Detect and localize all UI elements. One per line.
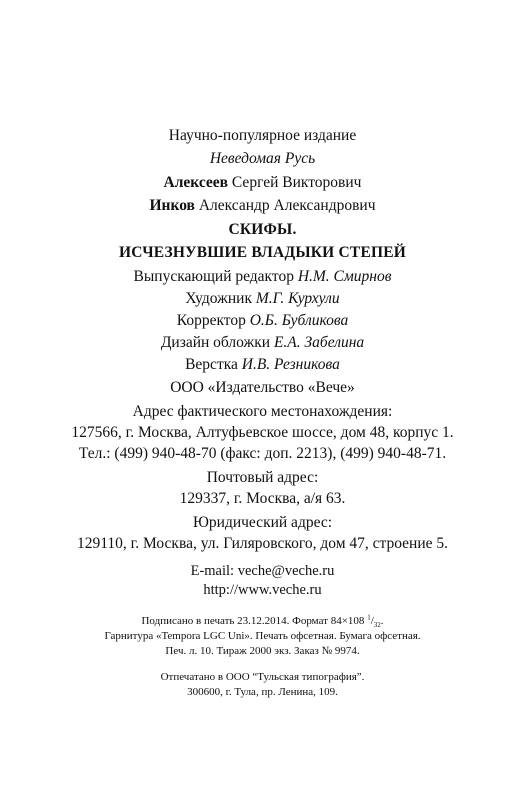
credit-person: Е.А. Забелина <box>273 334 365 351</box>
credit-layout <box>0 357 525 373</box>
printer-address: 300600, г. Тула, пр. Ленина, 109. <box>187 686 338 698</box>
series-name: Неведомая Русь <box>209 150 316 167</box>
credit-artist <box>0 291 525 307</box>
book-title: СКИФЫ. <box>228 221 297 238</box>
author-1-names: Сергей Викторович <box>231 174 362 191</box>
author-1 <box>0 175 525 191</box>
print-typeface-paper: Гарнитура «Tempora LGC Uni». Печать офсетная. Бумага офсетная. <box>104 630 421 642</box>
email-address: E-mail: veche@veche.ru <box>190 563 335 579</box>
credit-role: Выпускающий редактор <box>133 268 294 285</box>
author-2-names: Александр Александрович <box>198 197 376 214</box>
physical-address: 127566, г. Москва, Алтуфьевское шоссе, дом 48, корпус 1. <box>71 424 454 441</box>
printer-name: Отпечатано в ООО “Тульская типография”. <box>160 671 365 683</box>
author-2-surname: Инков <box>149 197 195 214</box>
legal-address-label: Юридический адрес: <box>192 514 333 531</box>
credit-editor <box>0 269 525 285</box>
author-1-surname: Алексеев <box>163 174 229 191</box>
edition-type: Научно-популярное издание <box>168 127 357 144</box>
format-numerator: 1 <box>367 613 371 622</box>
print-signed-text: Подписано в печать 23.12.2014. Формат 84×108 <box>141 615 365 627</box>
publisher-name: ООО «Издательство «Вече» <box>170 379 355 396</box>
postal-address: 129337, г. Москва, а/я 63. <box>179 490 346 507</box>
print-run: Печ. л. 10. Тираж 2000 экз. Заказ № 9974. <box>165 645 360 657</box>
credit-cover-design <box>0 335 525 351</box>
credit-role: Художник <box>185 290 252 307</box>
print-signed: Подписано в печать 23.12.2014. Формат 84×108 $^1/_{32}$. <box>141 613 384 630</box>
physical-address-label: Адрес фактического местонахождения: <box>132 403 393 420</box>
website-url: http://www.veche.ru <box>203 582 322 598</box>
credit-person: О.Б. Бубликова <box>249 312 349 329</box>
legal-address: 129110, г. Москва, ул. Гиляровского, дом 47, строение 5. <box>76 535 449 552</box>
postal-address-label: Почтовый адрес: <box>206 469 319 486</box>
phone-numbers: Тел.: (499) 940-48-70 (факс: доп. 2213), (499) 940-48-71. <box>78 445 447 462</box>
format-denominator: 32 <box>373 621 381 630</box>
credit-role: Дизайн обложки <box>160 334 271 351</box>
book-subtitle: ИСЧЕЗНУВШИЕ ВЛАДЫКИ СТЕПЕЙ <box>118 244 407 261</box>
credit-person: И.В. Резникова <box>241 356 340 373</box>
credit-person: Н.М. Смирнов <box>297 268 392 285</box>
author-2 <box>0 198 525 214</box>
credit-person: М.Г. Курхули <box>255 290 340 307</box>
credit-proofreader <box>0 313 525 329</box>
credit-role: Верстка <box>185 356 238 373</box>
credit-role: Корректор <box>176 312 246 329</box>
